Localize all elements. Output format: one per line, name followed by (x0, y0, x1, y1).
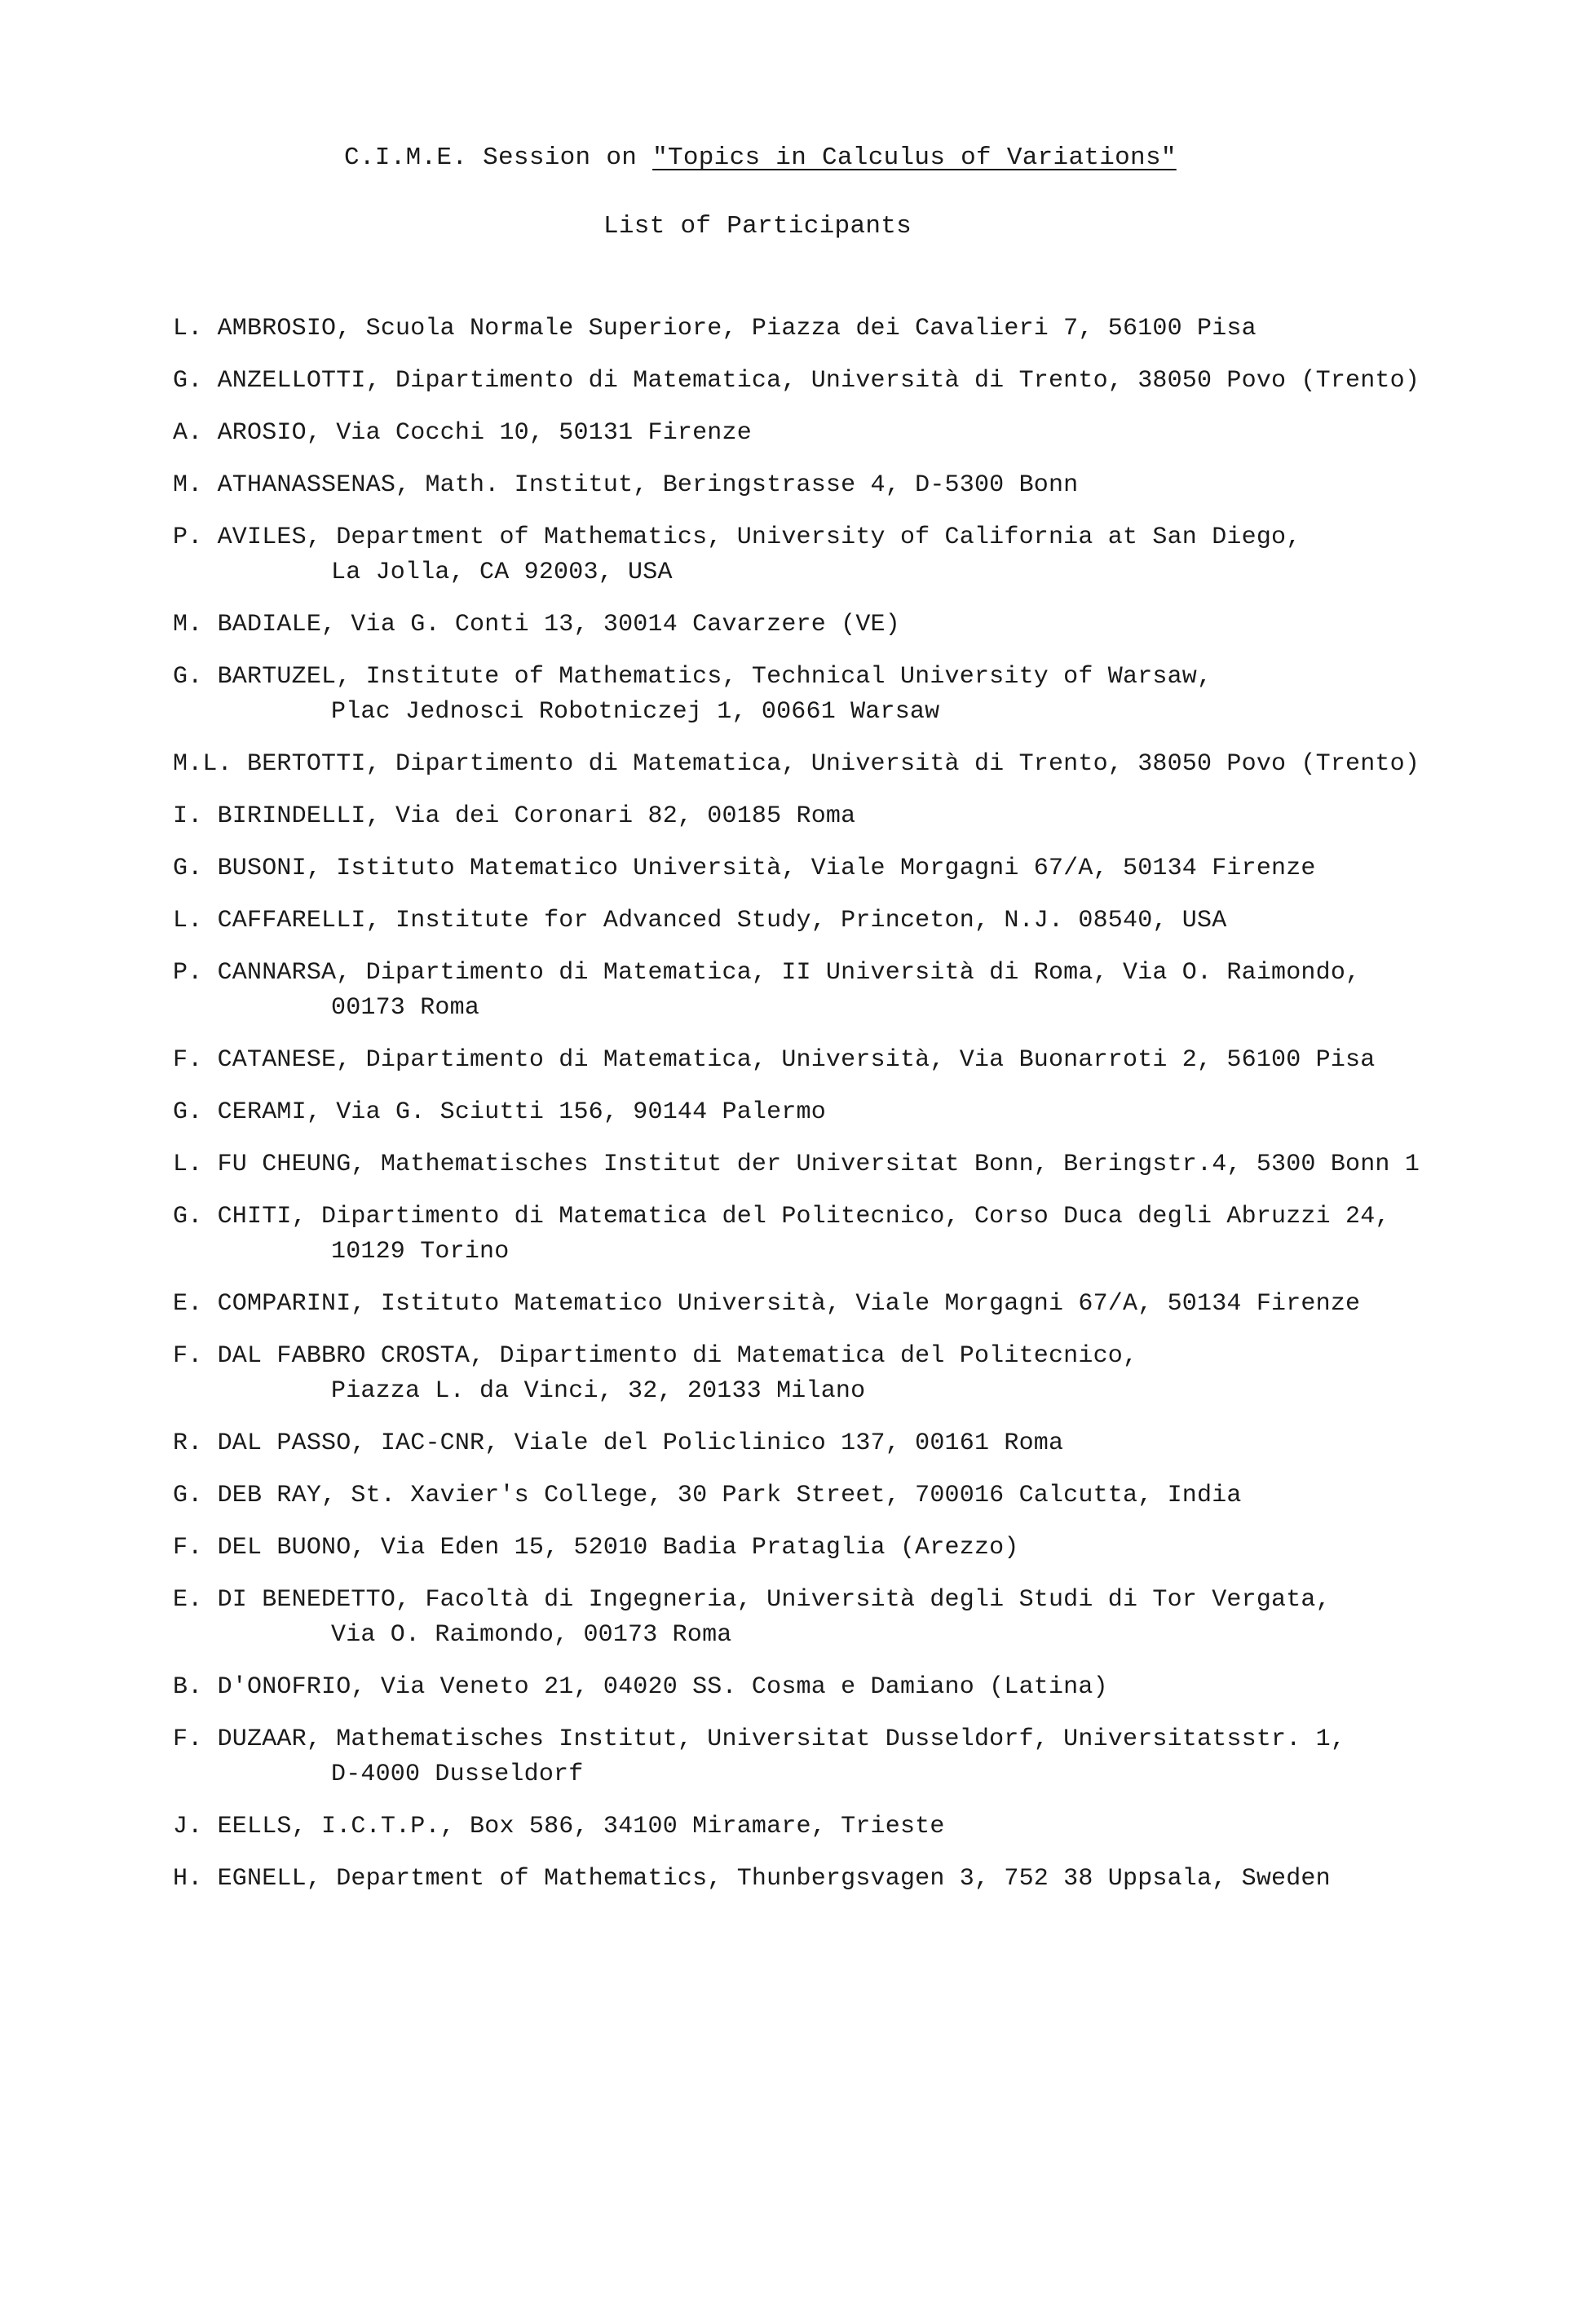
participant-line-continued: La Jolla, CA 92003, USA (331, 559, 673, 586)
participant-entry (173, 1095, 1559, 1130)
participant-line: F. DEL BUONO, Via Eden 15, 52010 Badia Prataglia (Arezzo) (173, 1534, 1019, 1562)
participant-entry (173, 747, 1559, 782)
participant-line: P. AVILES, Department of Mathematics, University of California at San Diego, (173, 524, 1301, 551)
participant-line: G. CHITI, Dipartimento di Matematica del Politecnico, Corso Duca degli Abruzzi 24, (173, 1203, 1390, 1230)
participant-entry (173, 851, 1559, 886)
participant-line: M.L. BERTOTTI, Dipartimento di Matematica, Università di Trento, 38050 Povo (Trento) (173, 750, 1420, 778)
participant-line: M. ATHANASSENAS, Math. Institut, Beringstrasse 4, D-5300 Bonn (173, 471, 1079, 499)
participant-entry (173, 956, 1559, 1026)
participant-line: L. CAFFARELLI, Institute for Advanced Study, Princeton, N.J. 08540, USA (173, 907, 1227, 934)
participant-line: G. CERAMI, Via G. Sciutti 156, 90144 Palermo (173, 1098, 826, 1126)
participant-entry (173, 608, 1559, 643)
participant-entry (173, 1339, 1559, 1409)
participant-line: A. AROSIO, Via Cocchi 10, 50131 Firenze (173, 419, 752, 447)
participant-line: G. DEB RAY, St. Xavier's College, 30 Park Street, 700016 Calcutta, India (173, 1482, 1242, 1509)
participant-entry (173, 660, 1559, 730)
participant-line-continued: 00173 Roma (331, 994, 480, 1022)
participant-entry (173, 1862, 1559, 1897)
header-prefix: C.I.M.E. Session on (344, 144, 653, 172)
participant-entry (173, 468, 1559, 503)
participant-line: L. FU CHEUNG, Mathematisches Institut der Universitat Bonn, Beringstr.4, 5300 Bonn 1 (173, 1151, 1420, 1178)
participant-entry (173, 1287, 1559, 1322)
participant-entry (173, 1583, 1559, 1653)
participant-line: E. DI BENEDETTO, Facoltà di Ingegneria, Università degli Studi di Tor Vergata, (173, 1586, 1331, 1614)
participant-line: M. BADIALE, Via G. Conti 13, 30014 Cavarzere (VE) (173, 611, 900, 638)
participant-entry (173, 1426, 1559, 1461)
participant-line: E. COMPARINI, Istituto Matematico Università, Viale Morgagni 67/A, 50134 Firenze (173, 1290, 1361, 1318)
participant-line: P. CANNARSA, Dipartimento di Matematica, II Università di Roma, Via O. Raimondo, (173, 959, 1361, 987)
participant-line: G. BUSONI, Istituto Matematico Università, Viale Morgagni 67/A, 50134 Firenze (173, 855, 1316, 882)
participant-entry (173, 1200, 1559, 1270)
participant-entry (173, 311, 1559, 347)
participant-entry (173, 1478, 1559, 1513)
participant-line: B. D'ONOFRIO, Via Veneto 21, 04020 SS. Cosma e Damiano (Latina) (173, 1673, 1108, 1701)
participant-entry (173, 1722, 1559, 1792)
participant-line: I. BIRINDELLI, Via dei Coronari 82, 00185 Roma (173, 802, 856, 830)
participant-line: R. DAL PASSO, IAC-CNR, Viale del Policlinico 137, 00161 Roma (173, 1429, 1064, 1457)
participant-entry (173, 1531, 1559, 1566)
participant-entry (173, 799, 1559, 834)
participant-line: H. EGNELL, Department of Mathematics, Thunbergsvagen 3, 752 38 Uppsala, Sweden (173, 1865, 1331, 1893)
participant-entry (173, 416, 1559, 451)
participant-entry (173, 1670, 1559, 1705)
participant-entry (173, 1043, 1559, 1078)
participant-entry (173, 364, 1559, 399)
session-title: "Topics in Calculus of Variations" (652, 144, 1177, 172)
list-subtitle: List of Participants (603, 212, 912, 241)
participant-line: J. EELLS, I.C.T.P., Box 586, 34100 Miramare, Trieste (173, 1813, 945, 1840)
participant-entry (173, 520, 1559, 590)
participant-line: G. ANZELLOTTI, Dipartimento di Matematica, Università di Trento, 38050 Povo (Trento) (173, 367, 1420, 395)
participant-entry (173, 1809, 1559, 1845)
participant-line-continued: 10129 Torino (331, 1238, 510, 1266)
participant-line: F. CATANESE, Dipartimento di Matematica, Università, Via Buonarroti 2, 56100 Pisa (173, 1046, 1376, 1074)
participant-line-continued: Plac Jednosci Robotniczej 1, 00661 Warsaw (331, 698, 940, 726)
participant-line-continued: D-4000 Dusseldorf (331, 1761, 584, 1788)
participant-line: L. AMBROSIO, Scuola Normale Superiore, Piazza dei Cavalieri 7, 56100 Pisa (173, 315, 1257, 342)
participant-line: F. DAL FABBRO CROSTA, Dipartimento di Matematica del Politecnico, (173, 1342, 1138, 1370)
participant-line: G. BARTUZEL, Institute of Mathematics, Technical University of Warsaw, (173, 663, 1212, 691)
participant-list (173, 311, 1559, 1914)
participant-entry (173, 904, 1559, 939)
participant-entry (173, 1147, 1559, 1182)
page-header (344, 144, 1177, 172)
participant-line: F. DUZAAR, Mathematisches Institut, Universitat Dusseldorf, Universitatsstr. 1, (173, 1725, 1346, 1753)
participant-line-continued: Via O. Raimondo, 00173 Roma (331, 1621, 732, 1649)
participant-line-continued: Piazza L. da Vinci, 32, 20133 Milano (331, 1377, 866, 1405)
